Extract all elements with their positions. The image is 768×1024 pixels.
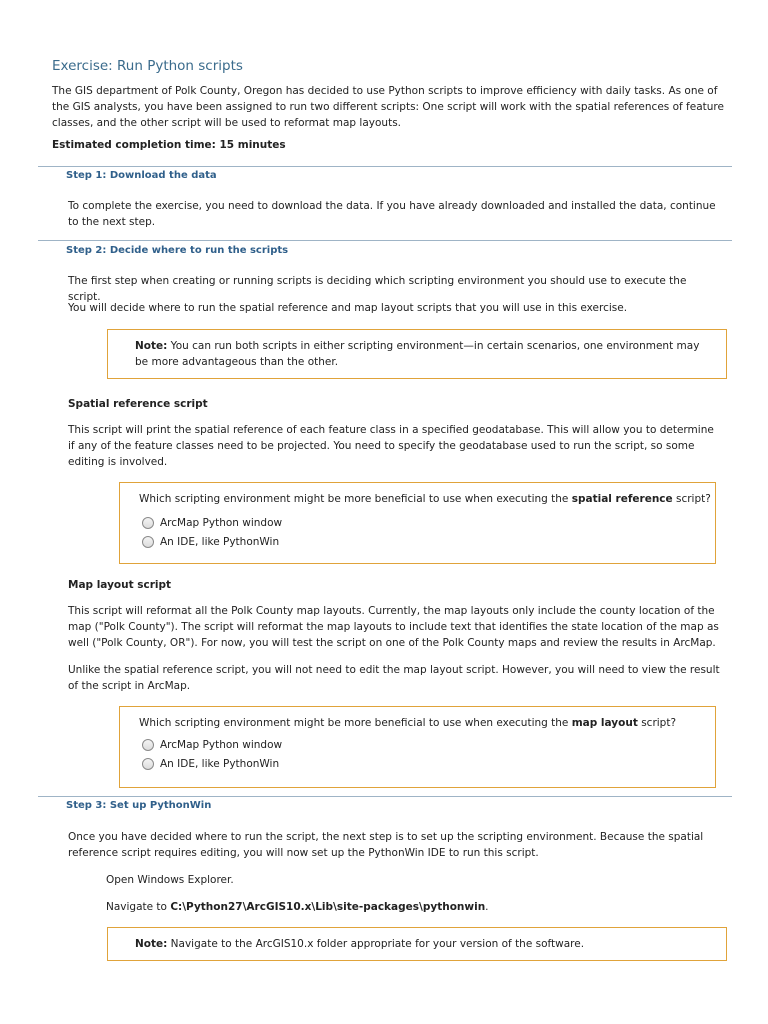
step1-heading: Step 1: Download the data (66, 170, 217, 181)
radio-button[interactable] (142, 517, 154, 529)
note-box-folder (107, 927, 727, 961)
note-label: Note: (135, 340, 168, 352)
estimated-time: Estimated completion time: 15 minutes (52, 139, 286, 151)
radio-button[interactable] (142, 758, 154, 770)
folder-path: C:\Python27\ArcGIS10.x\Lib\site-packages\pythonwin (170, 901, 486, 913)
step3-heading: Step 3: Set up PythonWin (66, 800, 212, 811)
question-box-spatial-reference (119, 482, 716, 564)
note-label: Note: (135, 938, 168, 950)
page-title: Exercise: Run Python scripts (52, 58, 243, 74)
option-ide-pythonwin[interactable]: An IDE, like PythonWin (142, 534, 279, 550)
instruction-open-explorer: Open Windows Explorer. (106, 874, 234, 886)
step2-paragraph-1: The first step when creating or running scripts is deciding which scripting environment you should use to execute the script. (68, 275, 687, 303)
option-ide-pythonwin[interactable]: An IDE, like PythonWin (142, 756, 279, 772)
radio-button[interactable] (142, 739, 154, 751)
step1-divider (38, 166, 732, 167)
question-box-map-layout (119, 706, 716, 788)
question-text: Which scripting environment might be more beneficial to use when executing the spatial reference script? (139, 493, 711, 505)
step2-heading: Step 2: Decide where to run the scripts (66, 245, 289, 256)
spatial-reference-body: This script will print the spatial reference of each feature class in a specified geodatabase. This will allow you to determine if any of the feature classes need to be projected. You need to specify the geodatabase used to run the script, so some editing is involved. (68, 424, 714, 468)
note-text: You can run both scripts in either scripting environment—in certain scenarios, one environment may be more advantageous than the other. (135, 340, 700, 368)
radio-button[interactable] (142, 536, 154, 548)
step2-divider (38, 240, 732, 241)
spatial-reference-heading: Spatial reference script (68, 398, 208, 410)
step3-body: Once you have decided where to run the script, the next step is to set up the scripting environment. Because the spatial reference script requires editing, you will now set up the PythonWin IDE to run this script. (68, 831, 704, 859)
intro-paragraph: The GIS department of Polk County, Oregon has decided to use Python scripts to improve efficiency with daily tasks. As one of the GIS analysts, you have been assigned to run two different scripts: One script will work with the spatial references of feature classes, and the other script will be used to reformat map layouts. (52, 85, 724, 129)
instruction-navigate: Navigate to C:\Python27\ArcGIS10.x\Lib\site-packages\pythonwin. (106, 901, 489, 913)
option-arcmap-python-window[interactable]: ArcMap Python window (142, 515, 282, 531)
step3-divider (38, 796, 732, 797)
question-text: Which scripting environment might be more beneficial to use when executing the map layout script? (139, 717, 677, 729)
option-arcmap-python-window[interactable]: ArcMap Python window (142, 737, 282, 753)
note-text: Navigate to the ArcGIS10.x folder appropriate for your version of the software. (167, 938, 585, 950)
step1-body: To complete the exercise, you need to download the data. If you have already downloaded and installed the data, continue to the next step. (68, 200, 716, 228)
note-box-environments (107, 329, 727, 379)
step2-paragraph-2: You will decide where to run the spatial reference and map layout scripts that you will use in this exercise. (68, 302, 628, 314)
map-layout-heading: Map layout script (68, 579, 172, 591)
map-layout-body-1: This script will reformat all the Polk County map layouts. Currently, the map layouts only include the county location of the map ("Polk County"). The script will reformat the map layouts to include text that identifies the state location of the map as well ("Polk County, OR"). For now, you will test the script on one of the Polk County maps and review the results in ArcMap. (68, 605, 719, 649)
map-layout-body-2: Unlike the spatial reference script, you will not need to edit the map layout script. However, you will need to view the result of the script in ArcMap. (68, 664, 720, 692)
